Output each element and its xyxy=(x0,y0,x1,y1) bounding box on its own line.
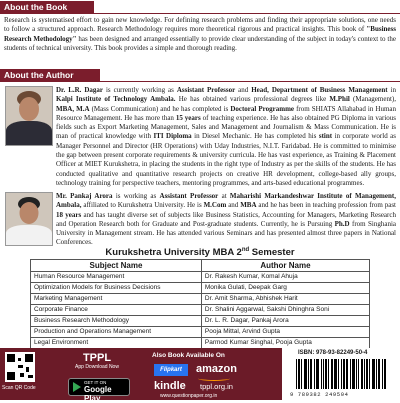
author-cell: Dr. Amit Sharma, Abhishek Harit xyxy=(201,294,369,305)
brand-name: TPPL xyxy=(82,352,112,364)
subject-cell: Corporate Finance xyxy=(31,305,202,316)
author-bio-arora: Mr. Pankaj Arora is working as Assistant Professor at Maharishi Markandeshwar Institute of Management, Ambala, affiliated to Kurukshetra University. He is M.Com and MBA and he has been in teaching profession from past 18 years and has taught diverse set of subjects like Business Statistics, Accounting for Managers, Marketing Research and Operation Research both for Graduate and Post-graduate students. Currently, he is Pursuing Ph.D from Singhania University in Management stream. He has attended various Seminars and has presented almost three papers in National Conferences. xyxy=(56,192,397,247)
google-play-button[interactable] xyxy=(68,378,130,403)
tppl-logo xyxy=(62,352,132,370)
table-row xyxy=(31,327,370,338)
table-row xyxy=(31,305,370,316)
author-cell: Dr. Shalini Aggarwal, Sakshi Dhinghra Soni xyxy=(201,305,369,316)
about-book-text-1: Research is systematised effort to gain new knowledge. For defining research problems and finding their appropriate solutions, one needs to follow a structured approach. Research Methodology requires more theoretical rigorous and practical insights. This book of xyxy=(4,16,396,34)
subject-cell: Business Research Methodology xyxy=(31,316,202,327)
barcode-digits: 9 789382 249504 xyxy=(290,391,349,398)
table-header-row xyxy=(31,260,370,272)
author-bio-dagar: Dr. L.R. Dagar is currently working as Assistant Professor and Head, Department of Business Management in Kalpi Institute of Technology Ambala. He has obtained various professional degrees like M.Phil (Management), MBA, M.A (Mass Communication) and he has completed is Doctoral Programme from SHIATS Allahabad in Human Resource Management. He has more than 15 years of teaching experience. He has also obtained PG Diploma in various fields such as Export Marketing Management, Sales and Management and Journalism & Mass Communication. He is man of practical knowledge with ITI Diploma in Diesel Mechanic. He has completed his stint in corporate world as Manager Personnel and Director (HR Operations) with Uday Industries, N.I.T. Faridabad. He is committed to minimise the gap between present corporate requirements & university curricula. He has vast experience, as Training & Placement Officer at MIET Kurukshetra, in placing the students in the right type of Industry as per the skills of the students. He has conducted qualitative and quantitative research projects on creative HR development, college-based ally groups, technology training for perspective teachers, mentoring programmes, and arts-based educational programmes. xyxy=(56,86,397,187)
about-book-title-bold: "Business Research Methodology" xyxy=(4,25,396,43)
table-row xyxy=(31,294,370,305)
about-book-text xyxy=(4,16,396,53)
about-author-heading: About the Author xyxy=(0,69,100,81)
heading-rule xyxy=(0,81,400,82)
subject-cell: Production and Operations Management xyxy=(31,327,202,338)
amazon-logo[interactable]: amazon xyxy=(196,363,237,375)
flipkart-logo[interactable]: Flipkart xyxy=(154,364,188,376)
author-name-dagar: Dr. L.R. Dagar xyxy=(56,86,104,94)
kindle-logo[interactable]: kindle xyxy=(154,380,186,392)
table-row xyxy=(31,283,370,294)
table-title: Kurukshetra University MBA 2nd Semester xyxy=(105,247,295,259)
heading-rule xyxy=(0,13,400,14)
also-available-label: Also Book Available On xyxy=(152,352,225,359)
about-book-text-2: has been designed and arranged essentially to provide clear understanding of the subject in today's context to the students of technical university. This book provides a simple and thorough reading. xyxy=(4,34,396,52)
column-header-author: Author Name xyxy=(201,260,369,272)
table-row xyxy=(31,316,370,327)
store-big-label: Google Play xyxy=(84,385,112,403)
author-cell: Monika Gulati, Deepak Garg xyxy=(201,283,369,294)
qr-code[interactable] xyxy=(5,352,35,382)
amazon-smile-icon xyxy=(198,376,230,381)
subject-cell: Marketing Management xyxy=(31,294,202,305)
author-name-arora: Mr. Pankaj Arora xyxy=(56,192,113,200)
about-book-heading: About the Book xyxy=(0,1,94,13)
store-small-label: GET IT ON xyxy=(84,380,107,385)
column-header-subject: Subject Name xyxy=(31,260,202,272)
author-cell: Dr. Rakesh Kumar, Komal Ahuja xyxy=(201,272,369,283)
website-link-2[interactable]: www.questionpaper.org.in xyxy=(160,393,218,399)
author-photo-arora xyxy=(5,192,53,246)
subject-cell: Optimization Models for Business Decisions xyxy=(31,283,202,294)
author-cell: Dr. L. R. Dagar, Pankaj Arora xyxy=(201,316,369,327)
play-store-icon xyxy=(73,382,81,392)
qr-caption: Scan QR Code xyxy=(2,385,36,391)
author-cell: Parmod Kumar Singhal, Pooja Gupta xyxy=(201,338,369,349)
brand-subtitle: App Download Now xyxy=(75,364,119,370)
website-link[interactable]: tppl.org.in xyxy=(200,382,233,391)
subjects-table xyxy=(30,259,370,349)
subject-cell: Legal Environment xyxy=(31,338,202,349)
isbn-label: ISBN: 978-93-82249-50-4 xyxy=(298,350,368,356)
table-row xyxy=(31,338,370,349)
author-cell: Pooja Mittal, Arvind Gupta xyxy=(201,327,369,338)
author-photo-dagar xyxy=(5,86,53,146)
barcode xyxy=(296,359,386,389)
subject-cell: Human Resource Management xyxy=(31,272,202,283)
table-row xyxy=(31,272,370,283)
